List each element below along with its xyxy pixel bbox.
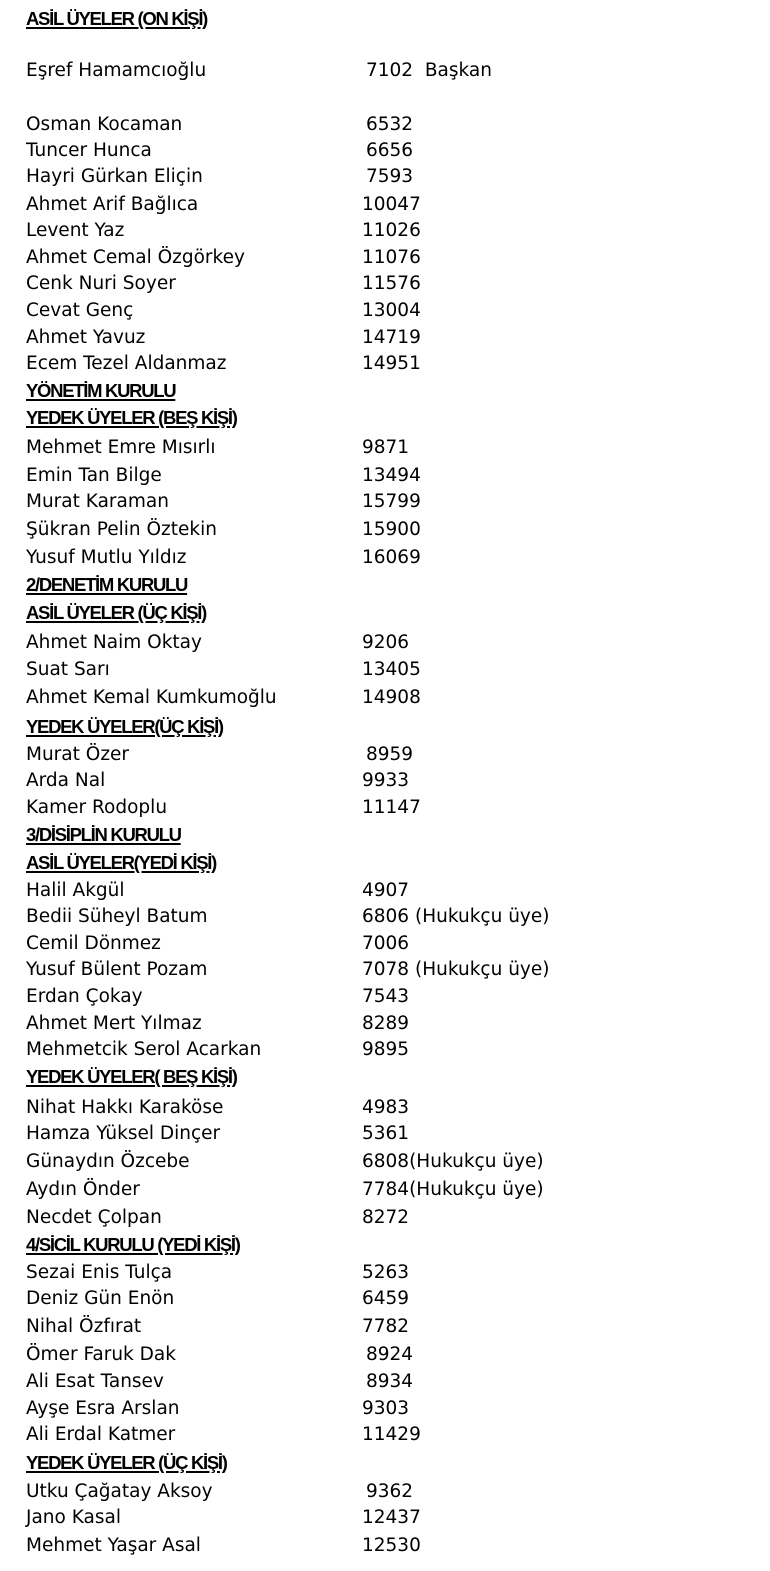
registry-number: 6808 — [362, 1151, 410, 1172]
member-row — [26, 1505, 746, 1531]
member-number — [366, 138, 413, 164]
section-heading: ASİL ÜYELER(YEDİ KİŞİ) — [26, 852, 217, 873]
member-row — [26, 58, 746, 84]
registry-number: 11576 — [362, 273, 421, 294]
member-row — [26, 931, 746, 957]
member-number — [362, 1037, 409, 1063]
member-row — [26, 1037, 746, 1063]
member-note: (Hukukçu üye) — [409, 1179, 544, 1200]
registry-number: 7078 — [362, 959, 410, 980]
member-number — [362, 351, 421, 377]
member-name: Yusuf Bülent Pozam — [26, 959, 208, 980]
member-row — [26, 1177, 746, 1203]
member-row — [26, 435, 746, 461]
registry-number: 12530 — [362, 1535, 421, 1556]
member-number — [362, 878, 409, 904]
member-row — [26, 489, 746, 515]
member-name: Cemil Dönmez — [26, 933, 161, 954]
member-row — [26, 1342, 746, 1368]
section-heading: 3/DİSİPLİN KURULU — [26, 824, 181, 845]
member-row — [26, 298, 746, 324]
member-number — [362, 298, 421, 324]
registry-number: 13494 — [362, 465, 421, 486]
member-name: Ömer Faruk Dak — [26, 1344, 176, 1365]
member-row — [26, 795, 746, 821]
member-row — [26, 768, 746, 794]
registry-number: 9206 — [362, 632, 410, 653]
registry-number: 10047 — [362, 194, 421, 215]
member-number — [362, 685, 421, 711]
section-heading: YEDEK ÜYELER (ÜÇ KİŞİ) — [26, 1452, 227, 1473]
member-note: Başkan — [413, 60, 492, 81]
member-row — [26, 351, 746, 377]
registry-number: 7102 — [366, 60, 414, 81]
member-name: Murat Karaman — [26, 491, 169, 512]
member-number — [362, 795, 421, 821]
member-name: Murat Özer — [26, 744, 130, 765]
member-name: Emin Tan Bilge — [26, 465, 162, 486]
member-row — [26, 1260, 746, 1286]
registry-number: 7593 — [366, 166, 414, 187]
member-number — [362, 657, 421, 683]
member-number — [362, 1205, 409, 1231]
member-name: Kamer Rodoplu — [26, 797, 168, 818]
registry-number: 5361 — [362, 1123, 410, 1144]
registry-number: 7543 — [362, 986, 410, 1007]
member-row — [26, 1422, 746, 1448]
member-name: Ali Erdal Katmer — [26, 1424, 176, 1445]
member-number — [362, 1149, 544, 1175]
member-row — [26, 545, 746, 571]
registry-number: 9895 — [362, 1039, 410, 1060]
member-row — [26, 1205, 746, 1231]
registry-number: 9303 — [362, 1398, 410, 1419]
member-name: Şükran Pelin Öztekin — [26, 519, 217, 540]
member-name: Mehmetcik Serol Acarkan — [26, 1039, 262, 1060]
member-row — [26, 1369, 746, 1395]
member-number — [366, 112, 413, 138]
member-row — [26, 1149, 746, 1175]
member-name: Ayşe Esra Arslan — [26, 1398, 180, 1419]
member-number — [366, 1342, 413, 1368]
member-name: Necdet Çolpan — [26, 1207, 162, 1228]
member-note: (Hukukçu üye) — [409, 906, 550, 927]
member-number — [362, 984, 409, 1010]
member-number — [362, 904, 549, 930]
member-name: Hayri Gürkan Eliçin — [26, 166, 203, 187]
registry-number: 8924 — [366, 1344, 414, 1365]
member-row — [26, 1011, 746, 1037]
registry-number: 8959 — [366, 744, 414, 765]
registry-number: 14951 — [362, 353, 421, 374]
member-name: Ecem Tezel Aldanmaz — [26, 353, 227, 374]
registry-number: 6656 — [366, 140, 414, 161]
registry-number: 11076 — [362, 247, 421, 268]
member-name: Cevat Genç — [26, 300, 134, 321]
registry-number: 8934 — [366, 1371, 414, 1392]
member-number — [362, 1396, 409, 1422]
section-heading: YÖNETİM KURULU — [26, 380, 176, 401]
member-row — [26, 164, 746, 190]
member-name: Aydın Önder — [26, 1179, 140, 1200]
member-row — [26, 112, 746, 138]
member-row — [26, 1314, 746, 1340]
member-note: (Hukukçu üye) — [409, 959, 550, 980]
member-name: Eşref Hamamcıoğlu — [26, 60, 207, 81]
member-number — [362, 218, 421, 244]
registry-number: 6532 — [366, 114, 414, 135]
member-number — [362, 192, 421, 218]
registry-number: 6806 — [362, 906, 410, 927]
member-row — [26, 878, 746, 904]
member-name: Deniz Gün Enön — [26, 1288, 175, 1309]
member-row — [26, 742, 746, 768]
section-heading: 4/SİCİL KURULU (YEDİ KİŞİ) — [26, 1234, 240, 1255]
member-row — [26, 325, 746, 351]
member-name: Nihat Hakkı Karaköse — [26, 1097, 224, 1118]
section-heading: YEDEK ÜYELER(ÜÇ KİŞİ) — [26, 716, 223, 737]
member-name: Suat Sarı — [26, 659, 110, 680]
member-row — [26, 657, 746, 683]
registry-number: 11147 — [362, 797, 421, 818]
member-number — [362, 1095, 409, 1121]
member-number — [362, 957, 549, 983]
registry-number: 12437 — [362, 1507, 421, 1528]
member-row — [26, 957, 746, 983]
registry-number: 8272 — [362, 1207, 410, 1228]
registry-number: 7784 — [362, 1179, 410, 1200]
member-name: Sezai Enis Tulça — [26, 1262, 173, 1283]
section-heading: YEDEK ÜYELER (BEŞ KİŞİ) — [26, 407, 237, 428]
registry-number: 9871 — [362, 437, 410, 458]
member-number — [362, 931, 409, 957]
registry-number: 14908 — [362, 687, 421, 708]
section-heading: ASİL ÜYELER (ÜÇ KİŞİ) — [26, 602, 206, 623]
member-name: Ahmet Kemal Kumkumoğlu — [26, 687, 277, 708]
member-name: Levent Yaz — [26, 220, 125, 241]
member-row — [26, 1533, 746, 1559]
registry-number: 6459 — [362, 1288, 410, 1309]
member-name: Ahmet Cemal Özgörkey — [26, 247, 245, 268]
member-number — [362, 1314, 409, 1340]
member-row — [26, 904, 746, 930]
member-name: Ahmet Arif Bağlıca — [26, 194, 199, 215]
registry-number: 15799 — [362, 491, 421, 512]
member-name: Hamza Yüksel Dinçer — [26, 1123, 221, 1144]
member-name: Jano Kasal — [26, 1507, 121, 1528]
member-number — [362, 517, 421, 543]
member-number — [362, 435, 409, 461]
member-name: Tuncer Hunca — [26, 140, 152, 161]
member-name: Arda Nal — [26, 770, 106, 791]
member-number — [366, 1479, 413, 1505]
member-number — [362, 1121, 409, 1147]
registry-number: 13405 — [362, 659, 421, 680]
member-number — [362, 245, 421, 271]
member-row — [26, 1095, 746, 1121]
registry-number: 4983 — [362, 1097, 410, 1118]
member-number — [362, 1505, 421, 1531]
registry-number: 7006 — [362, 933, 410, 954]
member-name: Mehmet Emre Mısırlı — [26, 437, 216, 458]
member-number — [362, 1422, 421, 1448]
section-heading: YEDEK ÜYELER( BEŞ KİŞİ) — [26, 1066, 237, 1087]
member-name: Ahmet Naim Oktay — [26, 632, 202, 653]
member-name: Osman Kocaman — [26, 114, 183, 135]
member-row — [26, 138, 746, 164]
member-number — [366, 742, 413, 768]
member-name: Yusuf Mutlu Yıldız — [26, 547, 187, 568]
member-number — [362, 325, 421, 351]
member-number — [362, 1533, 421, 1559]
registry-number: 8289 — [362, 1013, 410, 1034]
member-number — [362, 630, 409, 656]
member-name: Bedii Süheyl Batum — [26, 906, 208, 927]
section-heading: 2/DENETİM KURULU — [26, 574, 188, 595]
member-number — [366, 58, 492, 84]
member-name: Ali Esat Tansev — [26, 1371, 164, 1392]
member-row — [26, 245, 746, 271]
member-name: Utku Çağatay Aksoy — [26, 1481, 213, 1502]
member-row — [26, 1286, 746, 1312]
member-name: Günaydın Özcebe — [26, 1151, 190, 1172]
registry-number: 11429 — [362, 1424, 421, 1445]
registry-number: 5263 — [362, 1262, 410, 1283]
member-row — [26, 271, 746, 297]
registry-number: 9933 — [362, 770, 410, 791]
member-row — [26, 685, 746, 711]
member-number — [362, 545, 421, 571]
member-row — [26, 1121, 746, 1147]
member-row — [26, 218, 746, 244]
member-number — [362, 1260, 409, 1286]
member-name: Nihal Özfırat — [26, 1316, 142, 1337]
member-number — [366, 1369, 413, 1395]
member-number — [362, 463, 421, 489]
section-heading: ASİL ÜYELER (ON KİŞİ) — [26, 8, 208, 29]
member-row — [26, 1396, 746, 1422]
member-number — [362, 1177, 544, 1203]
registry-number: 13004 — [362, 300, 421, 321]
registry-number: 14719 — [362, 327, 421, 348]
registry-number: 9362 — [366, 1481, 414, 1502]
member-number — [362, 1286, 409, 1312]
member-name: Halil Akgül — [26, 880, 125, 901]
member-name: Cenk Nuri Soyer — [26, 273, 176, 294]
registry-number: 4907 — [362, 880, 410, 901]
registry-number: 15900 — [362, 519, 421, 540]
member-row — [26, 1479, 746, 1505]
member-row — [26, 463, 746, 489]
member-name: Mehmet Yaşar Asal — [26, 1535, 201, 1556]
member-number — [362, 768, 409, 794]
member-name: Ahmet Mert Yılmaz — [26, 1013, 202, 1034]
member-number — [362, 489, 421, 515]
member-row — [26, 192, 746, 218]
member-number — [362, 271, 421, 297]
registry-number: 16069 — [362, 547, 421, 568]
member-name: Erdan Çokay — [26, 986, 143, 1007]
member-number — [366, 164, 413, 190]
member-name: Ahmet Yavuz — [26, 327, 146, 348]
member-note: (Hukukçu üye) — [409, 1151, 544, 1172]
registry-number: 11026 — [362, 220, 421, 241]
member-row — [26, 517, 746, 543]
member-row — [26, 630, 746, 656]
member-number — [362, 1011, 409, 1037]
member-row — [26, 984, 746, 1010]
registry-number: 7782 — [362, 1316, 410, 1337]
